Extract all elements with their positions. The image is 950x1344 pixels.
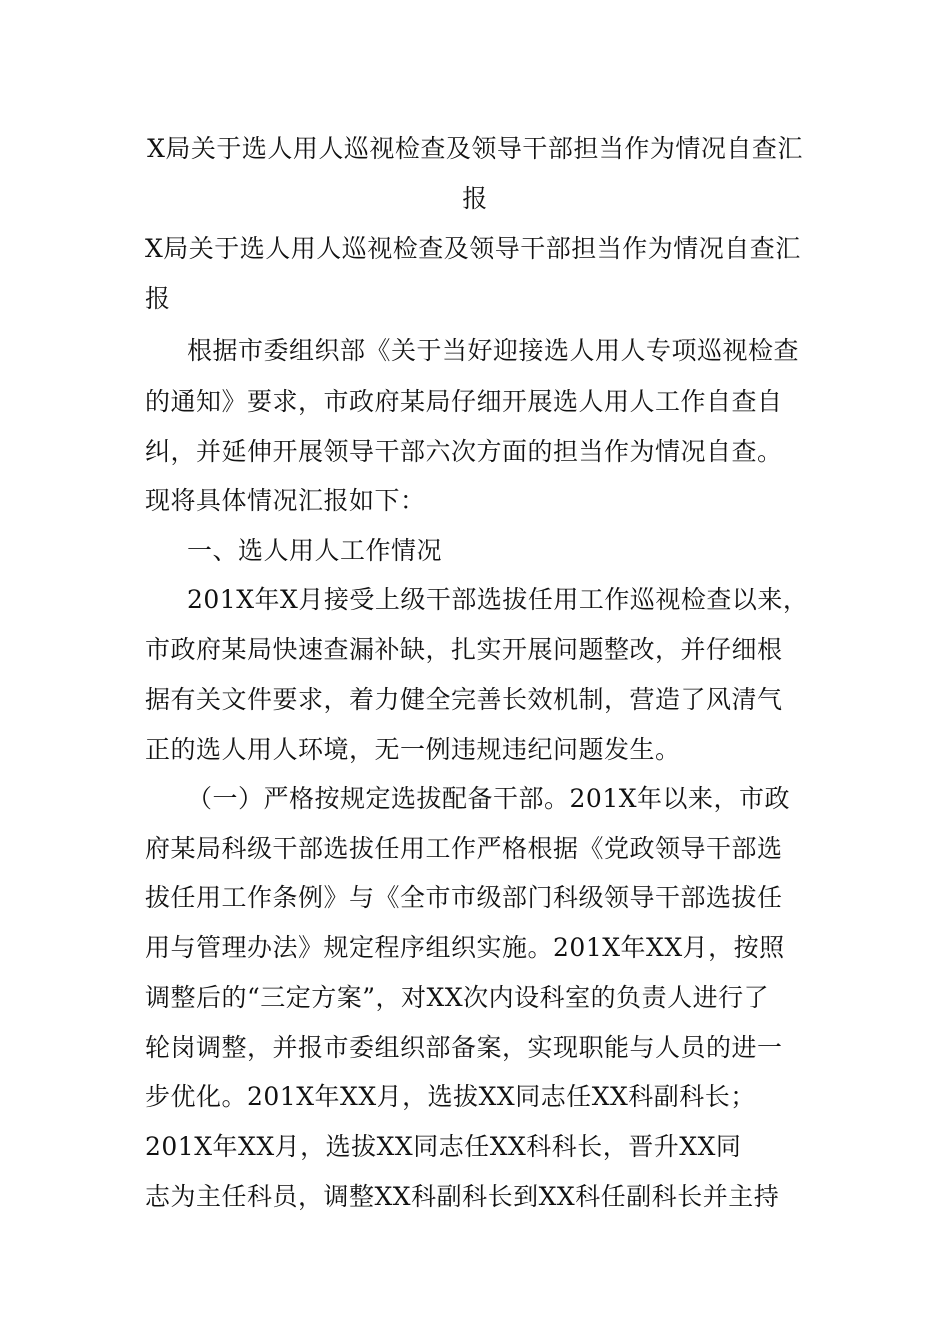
doc-subtitle-line-2: 报 <box>145 284 171 313</box>
para2-line-8: 201X年XX月，选拔XX同志任XX科科长，晋升XX同 <box>145 1132 742 1161</box>
para1-line-4: 正的选人用人环境，无一例违规违纪问题发生。 <box>145 735 681 764</box>
para2-line-9: 志为主任科员，调整XX科副科长到XX科任副科长并主持 <box>145 1182 780 1211</box>
doc-title-line-1: X局关于选人用人巡视检查及领导干部担当作为情况自查汇 <box>147 134 803 163</box>
para2-line-6: 轮岗调整，并报市委组织部备案，实现职能与人员的进一 <box>145 1033 783 1062</box>
para2-line-4: 用与管理办法》规定程序组织实施。201X年XX月，按照 <box>145 933 785 962</box>
intro-line-1: 根据市委组织部《关于当好迎接选人用人专项巡视检查 <box>187 336 800 365</box>
para1-line-3: 据有关文件要求，着力健全完善长效机制，营造了风清气 <box>145 685 783 714</box>
para2-line-5: 调整后的“三定方案”，对XX次内设科室的负责人进行了 <box>145 983 770 1012</box>
para1-line-1: 201X年X月接受上级干部选拔任用工作巡视检查以来， <box>187 585 809 614</box>
section-heading: 一、选人用人工作情况 <box>187 536 443 565</box>
doc-subtitle-line-1: X局关于选人用人巡视检查及领导干部担当作为情况自查汇 <box>145 234 801 263</box>
para2-line-7: 步优化。201X年XX月，选拔XX同志任XX科副科长； <box>145 1082 756 1111</box>
intro-line-4: 现将具体情况汇报如下： <box>145 486 426 515</box>
intro-line-3: 纠，并延伸开展领导干部六次方面的担当作为情况自查。 <box>145 437 783 466</box>
intro-line-2: 的通知》要求，市政府某局仔细开展选人用人工作自查自 <box>145 387 783 416</box>
para2-line-3: 拔任用工作条例》与《全市市级部门科级领导干部选拔任 <box>145 883 783 912</box>
para1-line-2: 市政府某局快速查漏补缺，扎实开展问题整改，并仔细根 <box>145 635 783 664</box>
para2-line-1: （一）严格按规定选拔配备干部。201X年以来，市政 <box>187 784 791 813</box>
doc-title-line-2: 报 <box>462 184 488 213</box>
para2-line-2: 府某局科级干部选拔任用工作严格根据《党政领导干部选 <box>145 834 783 863</box>
